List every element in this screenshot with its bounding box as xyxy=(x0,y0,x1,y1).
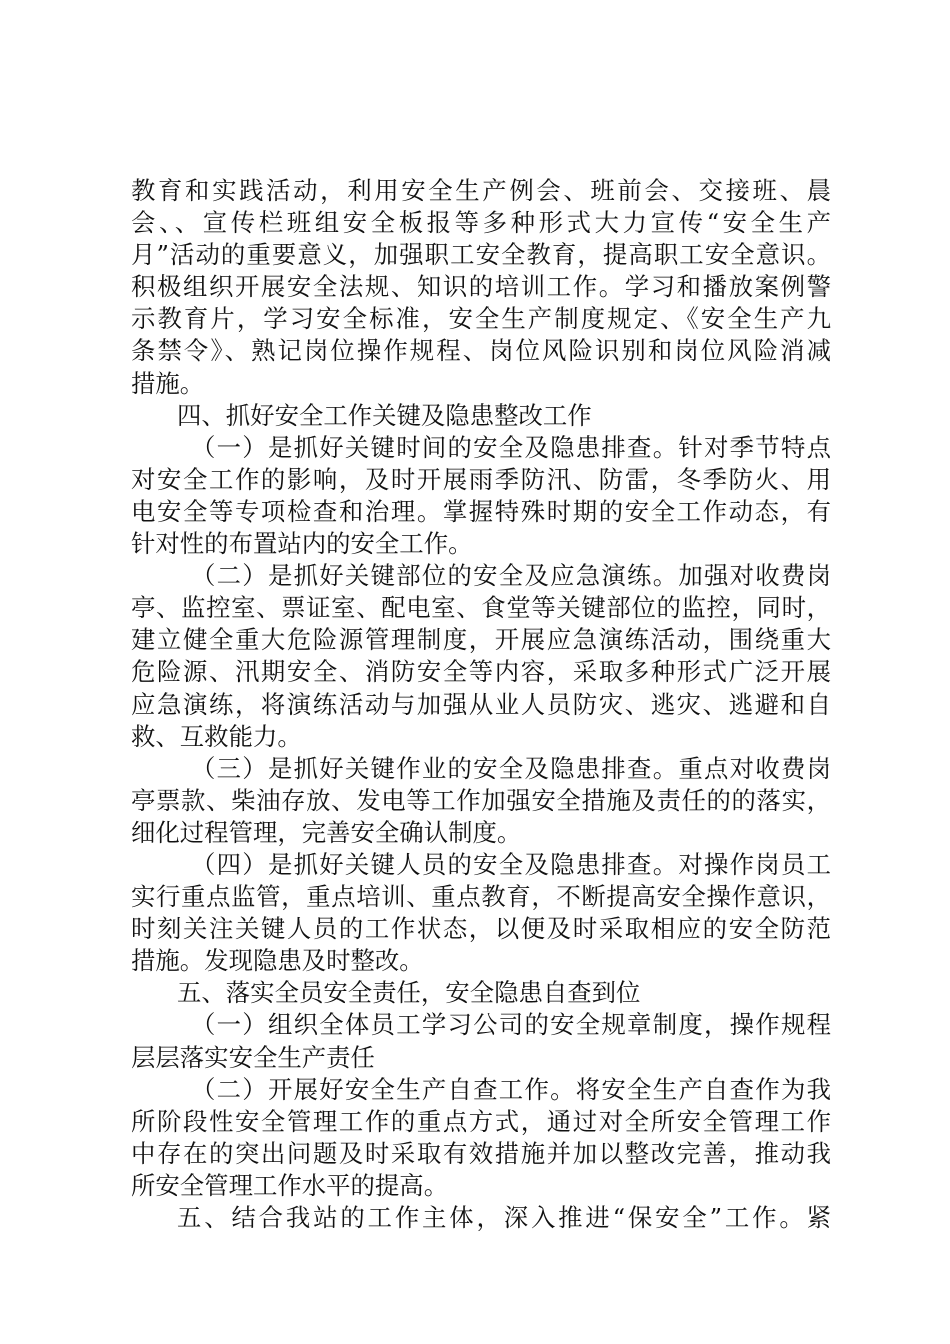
text-line: （四）是抓好关键人员的安全及隐患排查。对操作岗员工 xyxy=(191,849,831,879)
text-line: 示教育片，学习安全标准，安全生产制度规定、《安全生产九 xyxy=(131,304,831,334)
text-line: 积极组织开展安全法规、知识的培训工作。学习和播放案例警 xyxy=(131,272,831,302)
text-line: 救、互救能力。 xyxy=(131,721,302,751)
text-line: 层层落实安全生产责任 xyxy=(131,1042,375,1072)
section-heading: 四、抓好安全工作关键及隐患整改工作 xyxy=(177,400,592,430)
text-line: 应急演练，将演练活动与加强从业人员防灾、逃灾、逃避和自 xyxy=(131,689,831,719)
text-line: 会、、宣传栏班组安全板报等多种形式大力宣传“安全生产 xyxy=(131,208,831,238)
text-line: 教育和实践活动，利用安全生产例会、班前会、交接班、晨 xyxy=(131,176,831,205)
text-line: 措施。发现隐患及时整改。 xyxy=(131,946,424,976)
text-line: 条禁令》、熟记岗位操作规程、岗位风险识别和岗位风险消减 xyxy=(131,336,831,366)
text-line: （一）组织全体员工学习公司的安全规章制度，操作规程 xyxy=(191,1010,831,1040)
section-heading: 五、落实全员安全责任，安全隐患自查到位 xyxy=(177,978,641,1008)
text-line: 月”活动的重要意义，加强职工安全教育，提高职工安全意识。 xyxy=(131,240,831,270)
text-line: （三）是抓好关键作业的安全及隐患排查。重点对收费岗 xyxy=(191,753,831,783)
text-line: 危险源、汛期安全、消防安全等内容，采取多种形式广泛开展 xyxy=(131,657,831,687)
text-line: 措施。 xyxy=(131,368,205,398)
text-line: （二）是抓好关键部位的安全及应急演练。加强对收费岗 xyxy=(191,561,831,591)
text-line: 针对性的布置站内的安全工作。 xyxy=(131,529,473,559)
text-line: 电安全等专项检查和治理。掌握特殊时期的安全工作动态，有 xyxy=(131,496,831,526)
text-line: 所阶段性安全管理工作的重点方式，通过对全所安全管理工作 xyxy=(131,1106,831,1136)
text-line: 所安全管理工作水平的提高。 xyxy=(131,1170,449,1200)
text-line: 亭票款、柴油存放、发电等工作加强安全措施及责任的的落实， xyxy=(131,785,831,815)
document-body xyxy=(131,175,831,1234)
text-line: （二）开展好安全生产自查工作。将安全生产自查作为我 xyxy=(191,1074,831,1104)
text-line: 亭、监控室、票证室、配电室、食堂等关键部位的监控，同时， xyxy=(131,593,831,623)
section-heading: 五、结合我站的工作主体，深入推进“保安全”工作。紧 xyxy=(177,1203,831,1232)
text-line: （一）是抓好关键时间的安全及隐患排查。针对季节特点 xyxy=(191,432,831,462)
text-line: 细化过程管理，完善安全确认制度。 xyxy=(131,817,522,847)
text-line: 建立健全重大危险源管理制度，开展应急演练活动，围绕重大 xyxy=(131,625,831,655)
text-line: 对安全工作的影响，及时开展雨季防汛、防雷，冬季防火、用 xyxy=(131,464,831,494)
text-line: 中存在的突出问题及时采取有效措施并加以整改完善，推动我 xyxy=(131,1138,831,1168)
text-line: 时刻关注关键人员的工作状态，以便及时采取相应的安全防范 xyxy=(131,914,831,944)
text-line: 实行重点监管，重点培训、重点教育，不断提高安全操作意识， xyxy=(131,882,831,912)
